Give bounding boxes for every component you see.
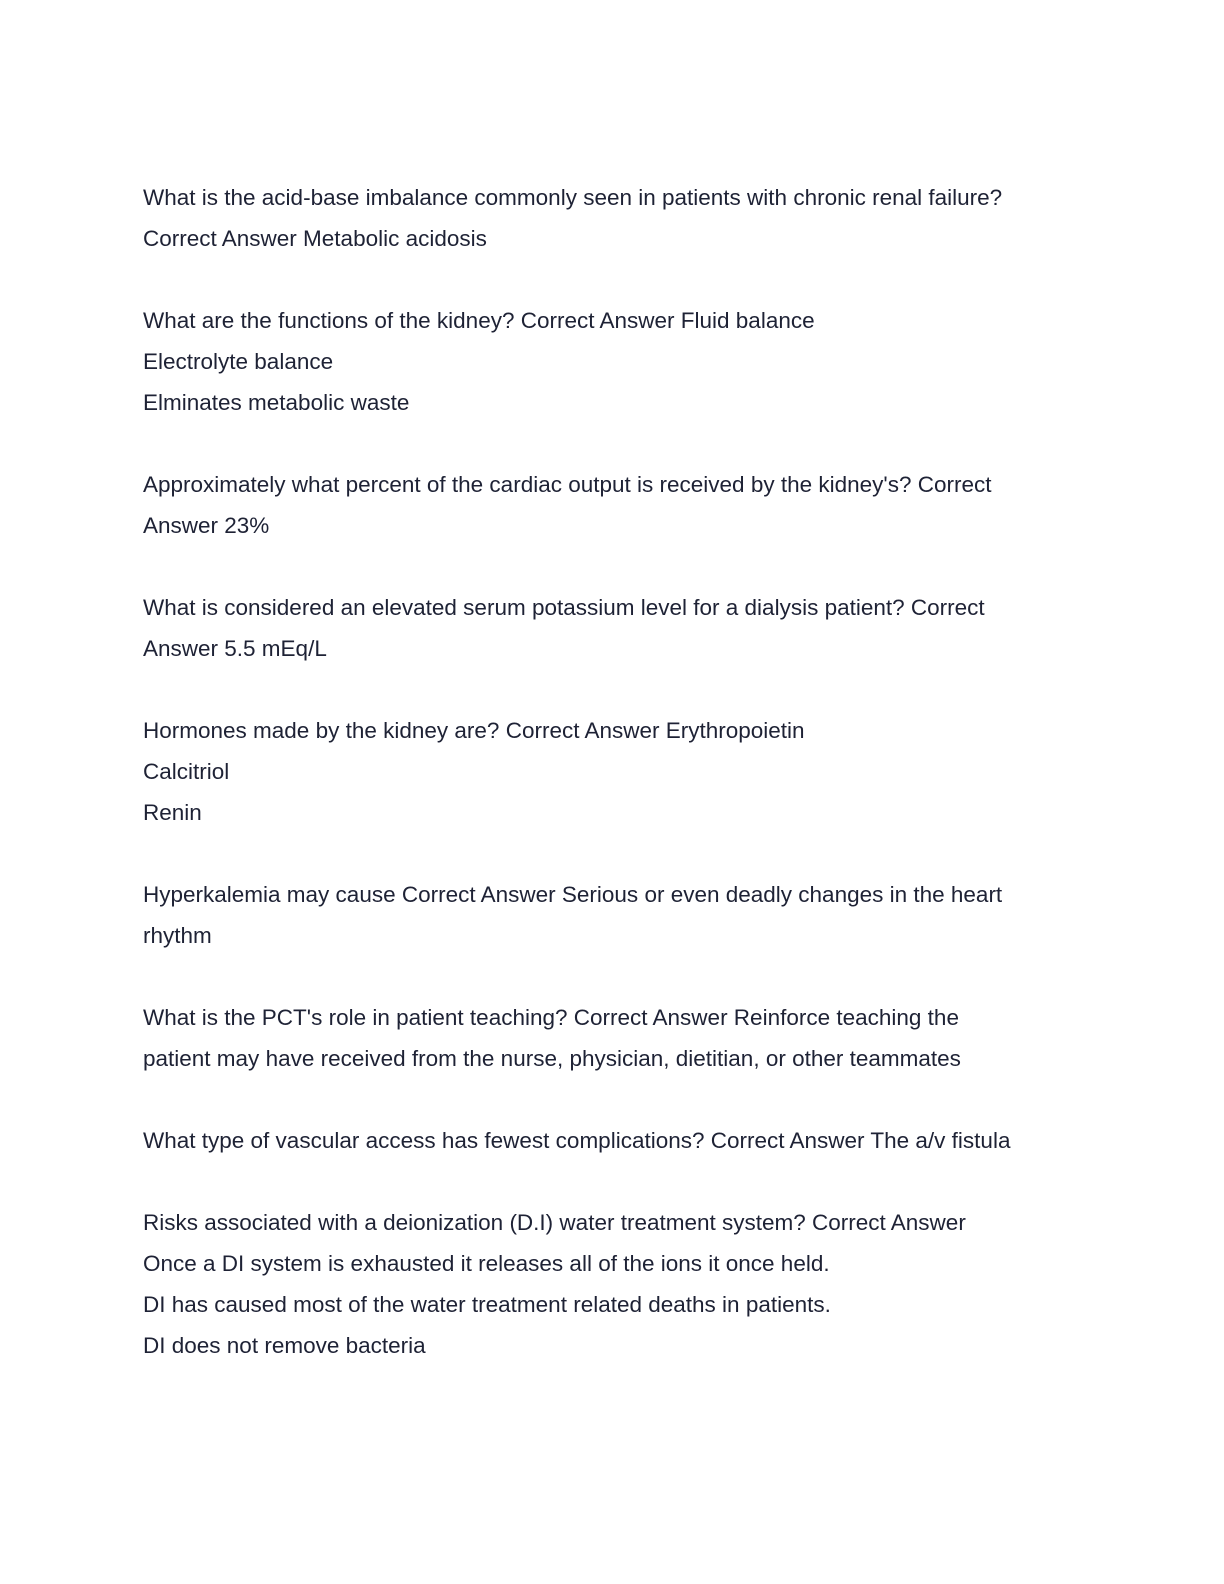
qa-text-line: Approximately what percent of the cardiac output is received by the kidney's? Correct [143,472,992,497]
qa-text-line: What is the acid-base imbalance commonly seen in patients with chronic renal failure? [143,185,1003,210]
qa-text-line: Once a DI system is exhausted it releases all of the ions it once held. [143,1251,830,1276]
qa-item [143,300,1103,423]
document-body [143,177,1103,1407]
qa-text-line: rhythm [143,923,212,948]
qa-text-line: What is the PCT's role in patient teaching? Correct Answer Reinforce teaching the [143,1005,959,1030]
qa-text-line: Answer 23% [143,513,270,538]
qa-text-line: Hormones made by the kidney are? Correct Answer Erythropoietin [143,718,805,743]
qa-text-line: Elminates metabolic waste [143,390,410,415]
qa-item [143,587,1103,669]
qa-item [143,1120,1103,1161]
qa-item [143,177,1103,259]
qa-text-line: What is considered an elevated serum potassium level for a dialysis patient? Correct [143,595,985,620]
qa-text-line: Answer 5.5 mEq/L [143,636,327,661]
qa-text-line: What type of vascular access has fewest complications? Correct Answer The a/v fistula [143,1128,1011,1153]
qa-text-line: Hyperkalemia may cause Correct Answer Serious or even deadly changes in the heart [143,882,1003,907]
qa-item [143,464,1103,546]
qa-item [143,874,1103,956]
qa-text-line: Renin [143,800,202,825]
qa-text-line: Risks associated with a deionization (D.I) water treatment system? Correct Answer [143,1210,966,1235]
qa-text-line: DI does not remove bacteria [143,1333,426,1358]
qa-text-line: Correct Answer Metabolic acidosis [143,226,487,251]
qa-text-line: What are the functions of the kidney? Correct Answer Fluid balance [143,308,815,333]
qa-text-line: DI has caused most of the water treatment related deaths in patients. [143,1292,831,1317]
qa-item [143,997,1103,1079]
qa-text-line: Calcitriol [143,759,230,784]
qa-item [143,710,1103,833]
qa-text-line: Electrolyte balance [143,349,334,374]
qa-item [143,1202,1103,1366]
qa-text-line: patient may have received from the nurse, physician, dietitian, or other teammates [143,1046,961,1071]
